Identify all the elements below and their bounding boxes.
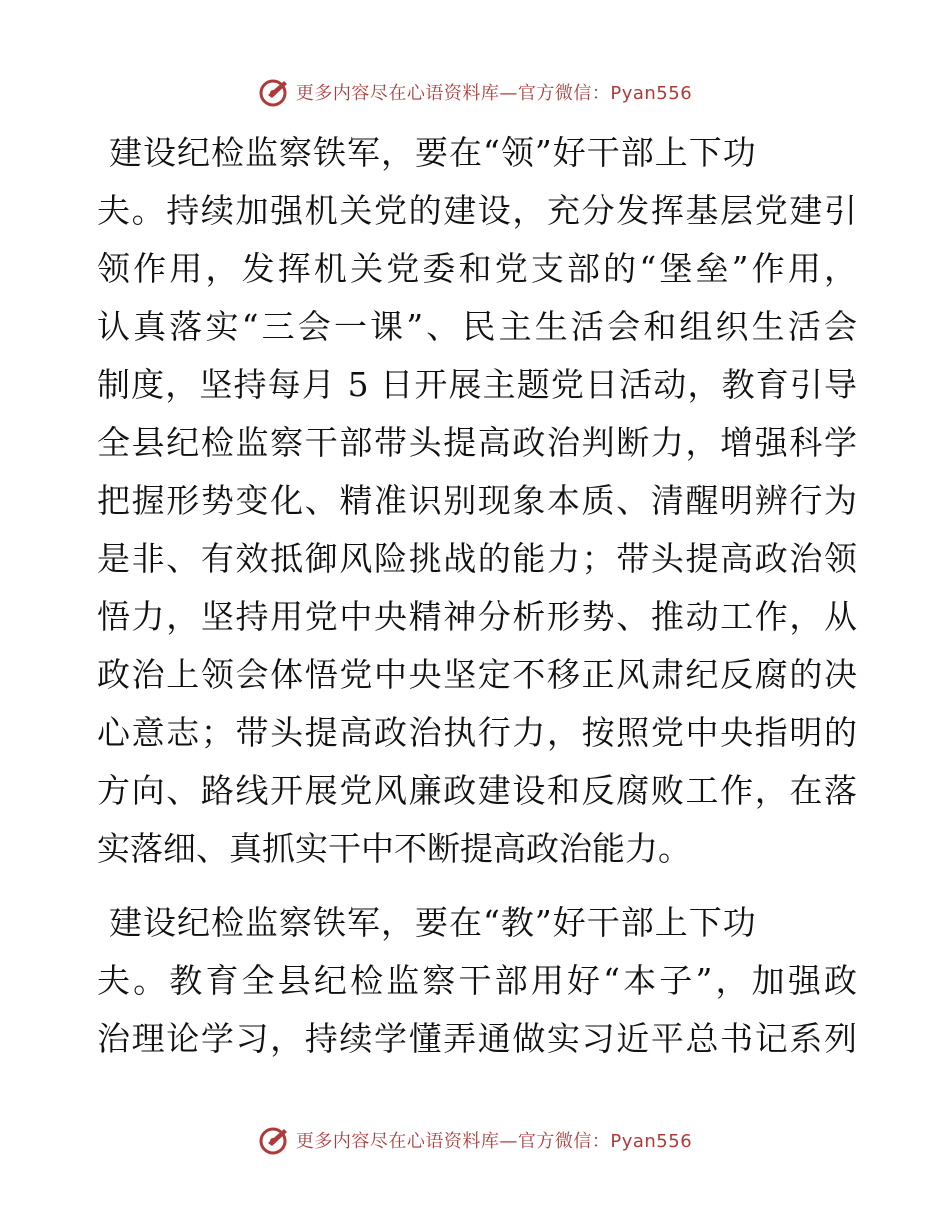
paragraph-2 [97, 894, 857, 1068]
paragraph-1-line-1: 夫。持续加强机关党的建设，充分发挥基层党建引 [97, 191, 857, 230]
paragraph-1-line-7: 是非、有效抵御风险挑战的能力；带头提高政治领 [97, 539, 857, 578]
paragraph-1-line-12: 实落细、真抓实干中不断提高政治能力。 [97, 829, 691, 868]
paragraph-1-line-2: 领作用，发挥机关党委和党支部的“堡垒”作用， [97, 249, 857, 288]
pen-logo-icon [258, 75, 292, 109]
paragraph-1-head: 建设纪检监察铁军，要在“领”好干部上下功 [109, 133, 757, 172]
paragraph-1-line-3: 认真落实“三会一课”、民主生活会和组织生活会 [97, 307, 857, 346]
header-banner [0, 72, 950, 112]
footer-banner [0, 1120, 950, 1160]
paragraph-2-head: 建设纪检监察铁军，要在“教”好干部上下功 [109, 903, 757, 942]
paragraph-2-line-1: 夫。教育全县纪检监察干部用好“本子”，加强政 [97, 961, 857, 1000]
paragraph-1-line-11: 方向、路线开展党风廉政建设和反腐败工作，在落 [97, 771, 857, 810]
paragraph-1 [97, 124, 857, 878]
header-banner-text: 更多内容尽在心语资料库—官方微信：Pyan556 [295, 83, 693, 104]
paragraph-1-line-9: 政治上领会体悟党中央坚定不移正风肃纪反腐的决 [97, 655, 857, 694]
pen-logo-icon [258, 1123, 292, 1157]
document-body [97, 124, 857, 1068]
paragraph-1-line-10: 心意志；带头提高政治执行力，按照党中央指明的 [97, 713, 857, 752]
paragraph-2-line-2: 治理论学习，持续学懂弄通做实习近平总书记系列 [97, 1019, 857, 1058]
paragraph-1-line-6: 把握形势变化、精准识别现象本质、清醒明辨行为 [97, 481, 857, 520]
paragraph-1-line-4: 制度，坚持每月 5 日开展主题党日活动，教育引导 [97, 365, 857, 404]
paragraph-1-line-8: 悟力，坚持用党中央精神分析形势、推动工作，从 [97, 597, 857, 636]
paragraph-gap [97, 878, 857, 894]
footer-banner-text: 更多内容尽在心语资料库—官方微信：Pyan556 [295, 1131, 693, 1152]
paragraph-1-line-5: 全县纪检监察干部带头提高政治判断力，增强科学 [97, 423, 857, 462]
